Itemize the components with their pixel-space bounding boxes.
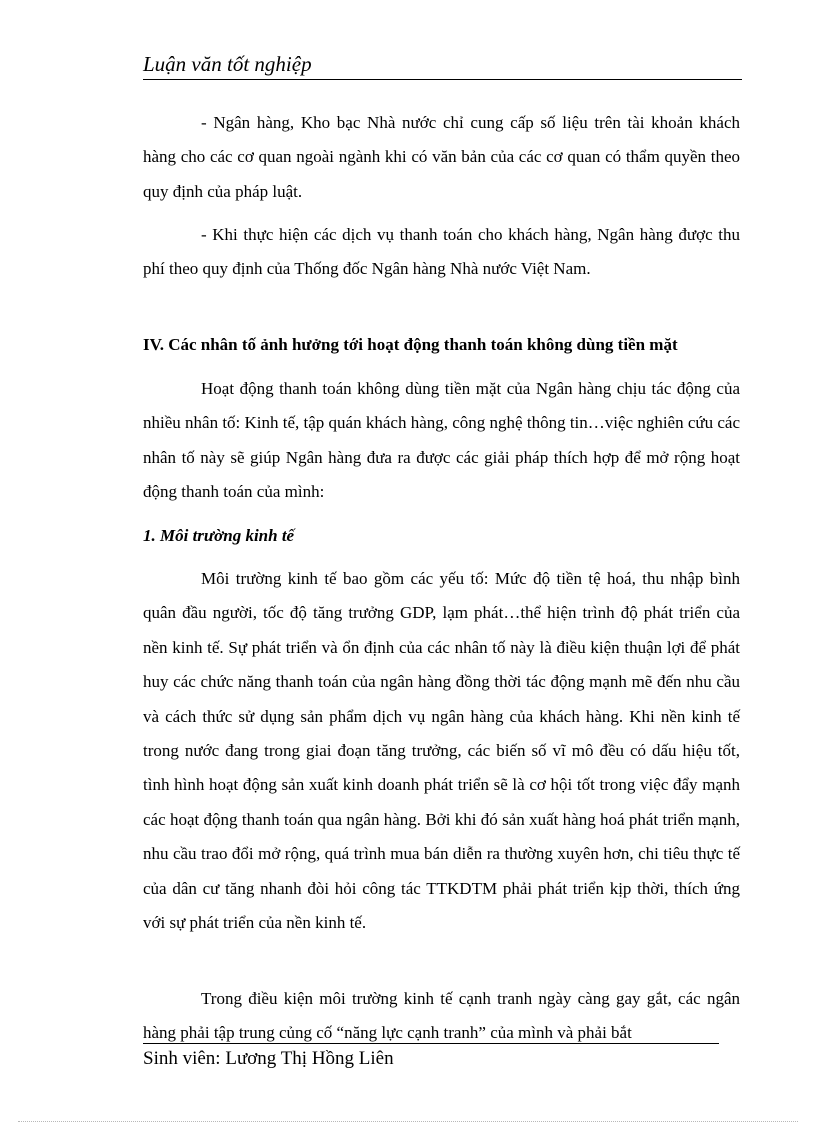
paragraph-bank-data-disclosure: - Ngân hàng, Kho bạc Nhà nước chỉ cung cấp số liệu trên tài khoản khách hàng cho các cơ quan ngoài ngành khi có văn bản của các cơ quan có thẩm quyền theo quy định của pháp luật. xyxy=(143,113,740,201)
section-heading-iv: IV. Các nhân tố ảnh hưởng tới hoạt động thanh toán không dùng tiền mặt xyxy=(143,335,678,354)
page-bottom-edge xyxy=(18,1121,798,1122)
paragraph-competition: Trong điều kiện môi trường kinh tế cạnh tranh ngày càng gay gắt, các ngân hàng phải tập trung củng cố “năng lực cạnh tranh” của mình và phải bắt xyxy=(143,989,740,1043)
running-header-title: Luận văn tốt nghiệp xyxy=(143,52,312,76)
paragraph-payment-fees: - Khi thực hiện các dịch vụ thanh toán cho khách hàng, Ngân hàng được thu phí theo quy định của Thống đốc Ngân hàng Nhà nước Việt Nam. xyxy=(143,225,740,279)
paragraph-economic-environment: Môi trường kinh tế bao gồm các yếu tố: Mức độ tiền tệ hoá, thu nhập bình quân đầu người, tốc độ tăng trưởng GDP, lạm phát…thể hiện trình độ phát triển của nền kinh tế. Sự phát triển và ổn định của các nhân tố này là điều kiện thuận lợi để phát huy các chức năng thanh toán của ngân hàng đồng thời tác động mạnh mẽ đến nhu cầu và cách thức sử dụng sản phẩm dịch vụ ngân hàng của khách hàng. Khi nền kinh tế trong nước đang trong giai đoạn tăng trưởng, các biến số vĩ mô đều có dấu hiệu tốt, tình hình hoạt động sản xuất kinh doanh phát triển sẽ là cơ hội tốt trong việc đẩy mạnh các hoạt động thanh toán qua ngân hàng. Bởi khi đó sản xuất hàng hoá phát triển mạnh, nhu cầu trao đổi mở rộng, quá trình mua bán diễn ra thường xuyên hơn, chi tiêu thực tế của dân cư tăng nhanh đòi hỏi công tác TTKDTM phải phát triển kịp thời, thích ứng với sự phát triển của nền kinh tế. xyxy=(143,569,740,933)
footer-divider xyxy=(143,1043,719,1044)
footer-student-name: Sinh viên: Lương Thị Hồng Liên xyxy=(143,1048,394,1069)
paragraph-factors-intro: Hoạt động thanh toán không dùng tiền mặt của Ngân hàng chịu tác động của nhiều nhân tố: Kinh tế, tập quán khách hàng, công nghệ thông tin…việc nghiên cứu các nhân tố này sẽ giúp Ngân hàng đưa ra được các giải pháp thích hợp để mở rộng hoạt động thanh toán của mình: xyxy=(143,379,740,502)
subheading-economic-environment: 1. Môi trường kinh tế xyxy=(143,526,295,545)
header-divider xyxy=(143,79,742,80)
